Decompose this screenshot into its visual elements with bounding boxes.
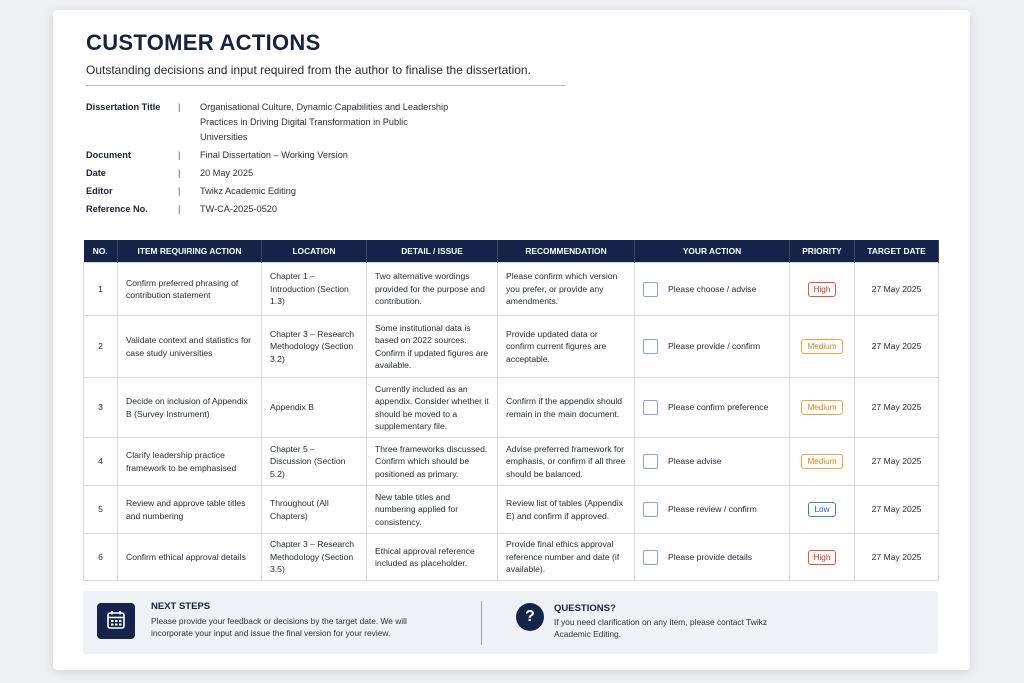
priority-badge: Low <box>808 502 835 517</box>
action-label: Please provide / confirm <box>668 341 761 352</box>
action-label: Please confirm preference <box>668 402 769 413</box>
action-checkbox[interactable] <box>643 400 658 415</box>
calendar-icon <box>97 603 135 639</box>
row-priority <box>790 263 855 316</box>
row-item: Clarify leadership practice framework to be emphasised <box>118 438 262 486</box>
row-target-date: 27 May 2025 <box>855 438 939 486</box>
document-sheet <box>53 10 970 670</box>
footer-panel <box>83 591 938 654</box>
meta-key: Dissertation Title <box>86 102 161 112</box>
row-number: 5 <box>84 486 118 534</box>
table-row <box>84 263 939 316</box>
questions-text: If you need clarification on any item, please contact Twikz Academic Editing. <box>554 617 768 639</box>
priority-badge: Medium <box>801 454 842 469</box>
row-target-date: 27 May 2025 <box>855 486 939 534</box>
row-detail: Some institutional data is based on 2022 sources. Confirm if updated figures are available. <box>367 316 498 378</box>
header-recommendation: RECOMMENDATION <box>498 240 635 263</box>
row-item: Review and approve table titles and numbering <box>118 486 262 534</box>
row-priority <box>790 534 855 581</box>
row-target-date: 27 May 2025 <box>855 534 939 581</box>
priority-badge: High <box>808 550 837 565</box>
row-detail: Currently included as an appendix. Consider whether it should be moved to a supplementary file. <box>367 378 498 438</box>
question-icon: ? <box>516 603 544 631</box>
meta-separator: | <box>178 150 181 160</box>
questions-title: QUESTIONS? <box>554 603 616 614</box>
meta-row <box>86 100 506 145</box>
priority-badge: Medium <box>801 339 842 354</box>
header-item: ITEM REQUIRING ACTION <box>118 240 262 263</box>
row-recommendation: Advise preferred framework for emphasis, or confirm if all three should be balanced. <box>498 438 635 486</box>
row-item: Confirm ethical approval details <box>118 534 262 581</box>
action-label: Please choose / advise <box>668 283 757 294</box>
row-your-action <box>635 263 790 316</box>
meta-separator: | <box>178 204 181 214</box>
row-location: Throughout (All Chapters) <box>262 486 367 534</box>
meta-value: Final Dissertation – Working Version <box>200 150 348 160</box>
row-detail: New table titles and numbering applied for consistency. <box>367 486 498 534</box>
meta-key: Editor <box>86 186 113 196</box>
row-your-action <box>635 316 790 378</box>
row-recommendation: Provide final ethics approval reference number and date (if available). <box>498 534 635 581</box>
row-recommendation: Please confirm which version you prefer, or provide any amendments. <box>498 263 635 316</box>
action-checkbox[interactable] <box>643 339 658 354</box>
meta-value: 20 May 2025 <box>200 168 254 178</box>
table-row <box>84 378 939 438</box>
row-number: 1 <box>84 263 118 316</box>
meta-row <box>86 166 506 181</box>
title-divider <box>86 85 566 86</box>
row-detail: Three frameworks discussed. Confirm which should be positioned as primary. <box>367 438 498 486</box>
meta-key: Date <box>86 168 106 178</box>
header-location: LOCATION <box>262 240 367 263</box>
header-priority: PRIORITY <box>790 240 855 263</box>
row-number: 2 <box>84 316 118 378</box>
row-item: Decide on inclusion of Appendix B (Survey Instrument) <box>118 378 262 438</box>
table-row <box>84 438 939 486</box>
row-location: Chapter 3 – Research Methodology (Section 3.2) <box>262 316 367 378</box>
row-recommendation: Provide updated data or confirm current figures are acceptable. <box>498 316 635 378</box>
meta-row <box>86 202 506 217</box>
row-recommendation: Confirm if the appendix should remain in the main document. <box>498 378 635 438</box>
row-priority <box>790 378 855 438</box>
action-checkbox[interactable] <box>643 282 658 297</box>
action-checkbox[interactable] <box>643 550 658 565</box>
row-location: Chapter 1 – Introduction (Section 1.3) <box>262 263 367 316</box>
meta-value: Organisational Culture, Dynamic Capabilities and Leadership Practices in Driving Digital Transformation in Public Universities <box>200 102 449 142</box>
row-location: Appendix B <box>262 378 367 438</box>
row-priority <box>790 438 855 486</box>
action-checkbox[interactable] <box>643 454 658 469</box>
meta-key: Document <box>86 150 131 160</box>
meta-value: Twikz Academic Editing <box>200 186 296 196</box>
document-meta <box>86 100 506 220</box>
row-target-date: 27 May 2025 <box>855 378 939 438</box>
table-header-row <box>84 240 939 263</box>
action-label: Please advise <box>668 456 722 467</box>
row-item: Validate context and statistics for case study universities <box>118 316 262 378</box>
header-your-action: YOUR ACTION <box>635 240 790 263</box>
page-subtitle: Outstanding decisions and input required from the author to finalise the dissertation. <box>86 63 531 77</box>
meta-value: TW-CA-2025-0520 <box>200 204 277 214</box>
row-your-action <box>635 486 790 534</box>
row-priority <box>790 486 855 534</box>
meta-row <box>86 184 506 199</box>
header-no: NO. <box>84 240 118 263</box>
row-priority <box>790 316 855 378</box>
next-steps-title: NEXT STEPS <box>151 601 211 612</box>
meta-separator: | <box>178 186 181 196</box>
table-row <box>84 316 939 378</box>
row-your-action <box>635 438 790 486</box>
row-number: 3 <box>84 378 118 438</box>
row-item: Confirm preferred phrasing of contribution statement <box>118 263 262 316</box>
action-label: Please review / confirm <box>668 504 757 515</box>
meta-separator: | <box>178 102 181 112</box>
row-detail: Two alternative wordings provided for the purpose and contribution. <box>367 263 498 316</box>
priority-badge: Medium <box>801 400 842 415</box>
action-label: Please provide details <box>668 551 753 562</box>
row-number: 6 <box>84 534 118 581</box>
row-target-date: 27 May 2025 <box>855 263 939 316</box>
row-your-action <box>635 534 790 581</box>
row-number: 4 <box>84 438 118 486</box>
row-target-date: 27 May 2025 <box>855 316 939 378</box>
row-location: Chapter 5 – Discussion (Section 5.2) <box>262 438 367 486</box>
action-checkbox[interactable] <box>643 502 658 517</box>
header-detail: DETAIL / ISSUE <box>367 240 498 263</box>
page-title: CUSTOMER ACTIONS <box>86 30 321 55</box>
footer-divider <box>481 601 482 645</box>
table-row <box>84 486 939 534</box>
row-your-action <box>635 378 790 438</box>
row-recommendation: Review list of tables (Appendix E) and confirm if approved. <box>498 486 635 534</box>
meta-key: Reference No. <box>86 204 148 214</box>
row-location: Chapter 3 – Research Methodology (Section 3.5) <box>262 534 367 581</box>
table-row <box>84 534 939 581</box>
priority-badge: High <box>808 282 837 297</box>
header-target-date: TARGET DATE <box>855 240 939 263</box>
next-steps-text: Please provide your feedback or decisions by the target date. We will incorporate your input and issue the final version for your review. <box>151 616 407 638</box>
meta-row <box>86 148 506 163</box>
meta-separator: | <box>178 168 181 178</box>
actions-table <box>83 240 939 581</box>
row-detail: Ethical approval reference included as placeholder. <box>367 534 498 581</box>
